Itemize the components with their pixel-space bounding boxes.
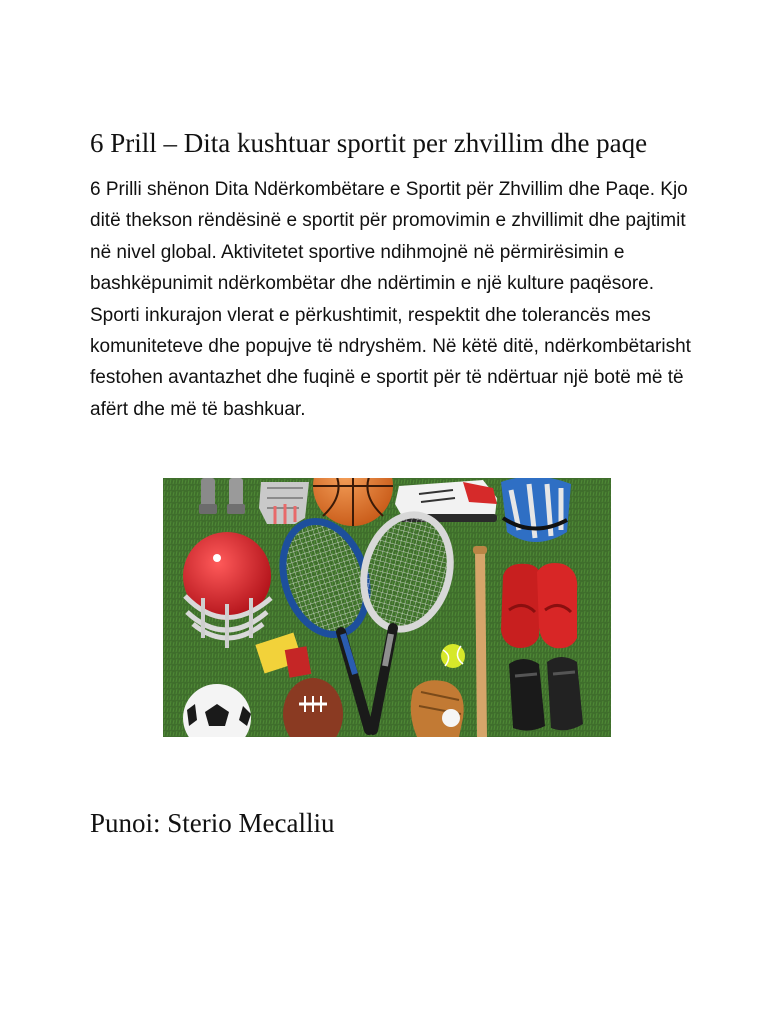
baseball-bat-icon: [475, 550, 487, 737]
paragraph-line: 6 Prilli shënon Dita Ndërkombëtare e Sportit për Zhvillim dhe Paqe. Kjo: [90, 179, 688, 200]
paragraph-line: bashkëpunimit ndërkombëtar dhe ndërtimin e një kulture paqësore.: [90, 273, 654, 295]
goalkeeper-glove-icon: [259, 482, 309, 524]
sports-equipment-photo: [163, 478, 611, 737]
paragraph-line: festohen avantazhet dhe fuqinë e sportit për të ndërtuar një botë më të: [90, 367, 684, 389]
paragraph-line: afërt dhe më të bashkuar.: [90, 398, 306, 420]
paragraph-line: komuniteteve dhe popujve të ndryshëm. Në këtë ditë, ndërkombëtarisht: [90, 336, 691, 358]
paragraph-line: në nivel global. Aktivitetet sportive ndihmojnë në përmirësimin e: [90, 241, 625, 263]
page-title: 6 Prill – Dita kushtuar sportit per zhvillim dhe paqe: [90, 128, 648, 158]
tennis-ball-icon: [441, 644, 465, 668]
author-credit: Punoi: Sterio Mecalliu: [90, 808, 335, 838]
baseball-glove-icon: [411, 680, 464, 737]
paragraph-line: ditë thekson rëndësinë e sportit për promovimin e zhvillimit dhe pajtimit: [90, 210, 686, 232]
paragraph-line: Sporti inkurajon vlerat e përkushtimit, respektit dhe tolerancës mes: [90, 304, 651, 326]
body-paragraph: [90, 174, 730, 425]
bike-helmet-icon: [501, 478, 571, 542]
